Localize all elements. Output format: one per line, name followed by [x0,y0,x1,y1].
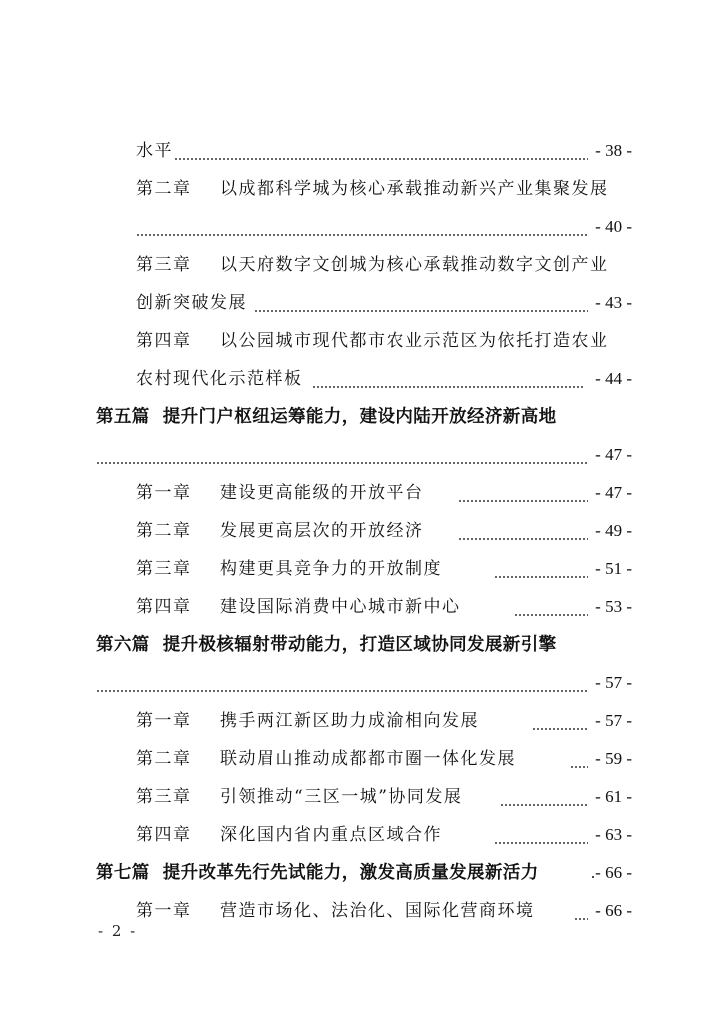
toc-chapter-number: 第四章 [136,331,192,351]
toc-entry-title: 联动眉山推动成都都市圈一体化发展 [220,749,516,769]
toc-chapter-number: 第二章 [136,179,192,199]
toc-chapter-entry[interactable] [96,512,632,550]
toc-chapter-entry[interactable] [96,892,632,930]
toc-page-number: - 57 - [595,673,632,692]
toc-part-entry[interactable] [96,626,632,664]
toc-continuation-line[interactable] [96,284,632,322]
dot-leader [494,576,588,578]
toc-chapter-entry[interactable] [96,246,632,284]
toc-chapter-number: 第二章 [136,749,192,769]
toc-part-number: 第七篇 [96,863,150,883]
toc-entry-title: 营造市场化、法治化、国际化营商环境 [220,901,535,921]
dot-leader [96,690,588,692]
toc-entry-title: 农村现代化示范样板 [136,369,303,389]
toc-page-number: - 43 - [595,293,632,312]
dot-leader [532,728,588,730]
toc-entry-title: 建设更高能级的开放平台 [220,483,424,503]
toc-continuation-line[interactable] [96,360,632,398]
toc-chapter-number: 第三章 [136,255,192,275]
dot-leader [514,614,588,616]
toc-entry-title: 创新突破发展 [136,293,247,313]
toc-page-number: - 57 - [595,711,632,730]
toc-continuation-line[interactable] [96,132,632,170]
toc-continuation-line[interactable] [96,664,632,702]
toc-entry-title: 携手两江新区助力成渝相向发展 [220,711,479,731]
dot-leader [136,234,588,236]
dot-leader [312,386,584,388]
toc-page-number: .- 66 - [590,863,632,882]
toc-page-number: - 40 - [595,217,632,236]
toc-continuation-line[interactable] [96,208,632,246]
toc-page-number: - 47 - [595,483,632,502]
toc-entry-title: 以天府数字文创城为核心承载推动数字文创产业 [220,255,609,275]
toc-page-number: - 49 - [595,521,632,540]
toc-entry-title: 深化国内省内重点区域合作 [220,825,442,845]
toc-part-number: 第六篇 [96,635,150,655]
toc-chapter-number: 第一章 [136,901,192,921]
toc-page-number: - 51 - [595,559,632,578]
toc-chapter-entry[interactable] [96,322,632,360]
dot-leader [458,538,588,540]
toc-chapter-entry[interactable] [96,740,632,778]
dot-leader [500,804,588,806]
toc-continuation-line[interactable] [96,436,632,474]
toc-page-number: - 66 - [595,901,632,920]
toc-chapter-number: 第一章 [136,483,192,503]
toc-chapter-number: 第二章 [136,521,192,541]
toc-page-number: - 61 - [595,787,632,806]
toc-page-number: - 44 - [595,369,632,388]
dot-leader [174,158,588,160]
dot-leader [96,462,588,464]
toc-page-number: - 38 - [595,141,632,160]
toc-entry-title: 发展更高层次的开放经济 [220,521,424,541]
toc-chapter-number: 第三章 [136,559,192,579]
toc-entry-title: 以公园城市现代都市农业示范区为依托打造农业 [220,331,609,351]
toc-page-number: - 47 - [595,445,632,464]
toc-chapter-entry[interactable] [96,778,632,816]
toc-chapter-number: 第四章 [136,597,192,617]
toc-chapter-number: 第三章 [136,787,192,807]
toc-page-number: - 59 - [595,749,632,768]
toc-entry-title: 提升极核辐射带动能力，打造区域协同发展新引擎 [162,635,557,655]
table-of-contents [96,132,632,930]
toc-page-number: - 63 - [595,825,632,844]
toc-entry-title: 建设国际消费中心城市新中心 [220,597,461,617]
toc-entry-title: 水平 [136,141,173,161]
toc-entry-title: 提升改革先行先试能力，激发高质量发展新活力 [162,863,539,883]
toc-chapter-entry[interactable] [96,170,632,208]
toc-chapter-entry[interactable] [96,474,632,512]
toc-chapter-number: 第一章 [136,711,192,731]
toc-chapter-number: 第四章 [136,825,192,845]
toc-chapter-entry[interactable] [96,816,632,854]
dot-leader [570,766,588,768]
toc-entry-title: 提升门户枢纽运筹能力，建设内陆开放经济新高地 [162,407,557,427]
toc-page-number: - 53 - [595,597,632,616]
toc-part-entry[interactable] [96,854,632,892]
toc-part-entry[interactable] [96,398,632,436]
toc-entry-title: 引领推动“三区一城”协同发展 [220,787,463,807]
toc-entry-title: 构建更具竞争力的开放制度 [220,559,442,579]
dot-leader [458,500,588,502]
dot-leader [254,310,588,312]
toc-chapter-entry[interactable] [96,702,632,740]
toc-chapter-entry[interactable] [96,550,632,588]
dot-leader [494,842,588,844]
toc-entry-title: 以成都科学城为核心承载推动新兴产业集聚发展 [220,179,609,199]
page-number-footer: - 2 - [98,922,138,940]
toc-part-number: 第五篇 [96,407,150,427]
toc-chapter-entry[interactable] [96,588,632,626]
dot-leader [574,918,588,920]
